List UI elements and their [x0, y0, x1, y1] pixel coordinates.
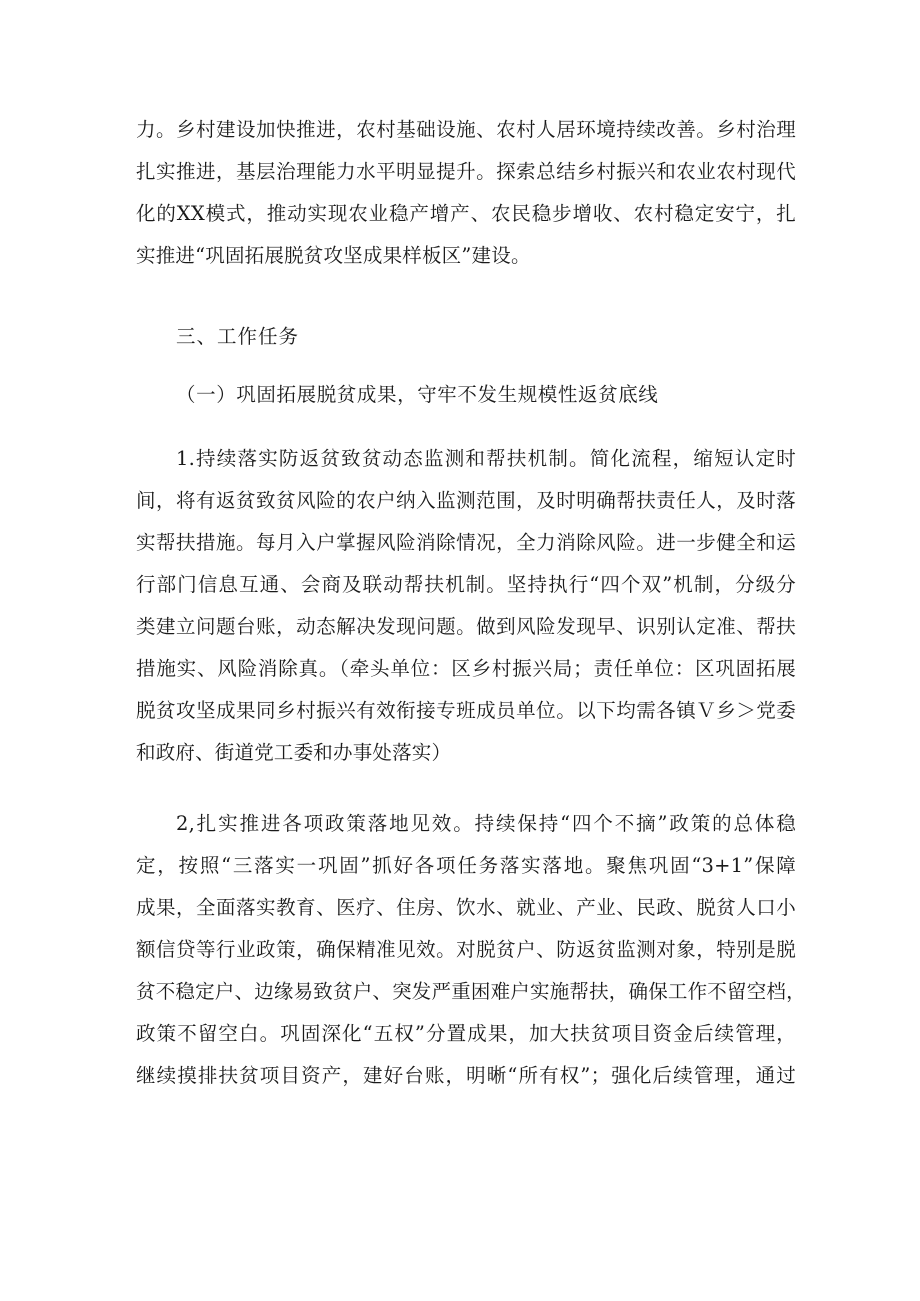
paragraph-line: 实帮扶措施。每月入户掌握风险消除情况，全力消除风险。进一步健全和运 — [136, 531, 796, 554]
paragraph-line: 继续摸排扶贫项目资产，建好台账，明晰“所有权”；强化后续管理，通过 — [136, 1064, 796, 1087]
paragraph-line: 1.持续落实防返贫致贫动态监测和帮扶机制。简化流程，缩短认定时 — [176, 447, 796, 470]
paragraph-line: 间，将有返贫致贫风险的农户纳入监测范围，及时明确帮扶责任人，及时落 — [136, 489, 796, 512]
paragraph-line: 措施实、风险消除真。（牵头单位：区乡村振兴局；责任单位：区巩固拓展 — [136, 657, 796, 680]
paragraph-line: 实推进“巩固拓展脱贫攻坚成果样板区”建设。 — [136, 244, 531, 267]
paragraph-line: 扎实推进，基层治理能力水平明显提升。探索总结乡村振兴和农业农村现代 — [136, 160, 796, 183]
paragraph-line: 额信贷等行业政策，确保精准见效。对脱贫户、防返贫监测对象，特别是脱 — [136, 938, 796, 961]
paragraph-line: 贫不稳定户、边缘易致贫户、突发严重困难户实施帮扶，确保工作不留空档， — [136, 980, 806, 1003]
paragraph-line: 类建立问题台账，动态解决发现问题。做到风险发现早、识别认定准、帮扶 — [136, 615, 796, 638]
paragraph-line: 成果，全面落实教育、医疗、住房、饮水、就业、产业、民政、脱贫人口小 — [136, 896, 796, 919]
subsection-heading: （一）巩固拓展脱贫成果，守牢不发生规模性返贫底线 — [176, 383, 659, 406]
paragraph-line: 和政府、街道党工委和办事处落实） — [136, 741, 452, 764]
paragraph-line: 2,扎实推进各项政策落地见效。持续保持“四个不摘”政策的总体稳 — [176, 812, 796, 835]
paragraph-line: 行部门信息互通、会商及联动帮扶机制。坚持执行“四个双”机制，分级分 — [136, 573, 796, 596]
paragraph-line: 化的XX模式，推动实现农业稳产增产、农民稳步增收、农村稳定安宁，扎 — [136, 202, 796, 225]
paragraph-line: 政策不留空白。巩固深化“五权”分置成果，加大扶贫项目资金后续管理， — [136, 1022, 796, 1045]
paragraph-line: 定，按照“三落实一巩固”抓好各项任务落实落地。聚焦巩固“3+1”保障 — [136, 854, 797, 877]
paragraph-line: 脱贫攻坚成果同乡村振兴有效衔接专班成员单位。以下均需各镇Ｖ乡＞党委 — [136, 699, 796, 722]
section-heading: 三、工作任务 — [176, 325, 300, 348]
paragraph-line: 力。乡村建设加快推进，农村基础设施、农村人居环境持续改善。乡村治理 — [136, 118, 796, 141]
